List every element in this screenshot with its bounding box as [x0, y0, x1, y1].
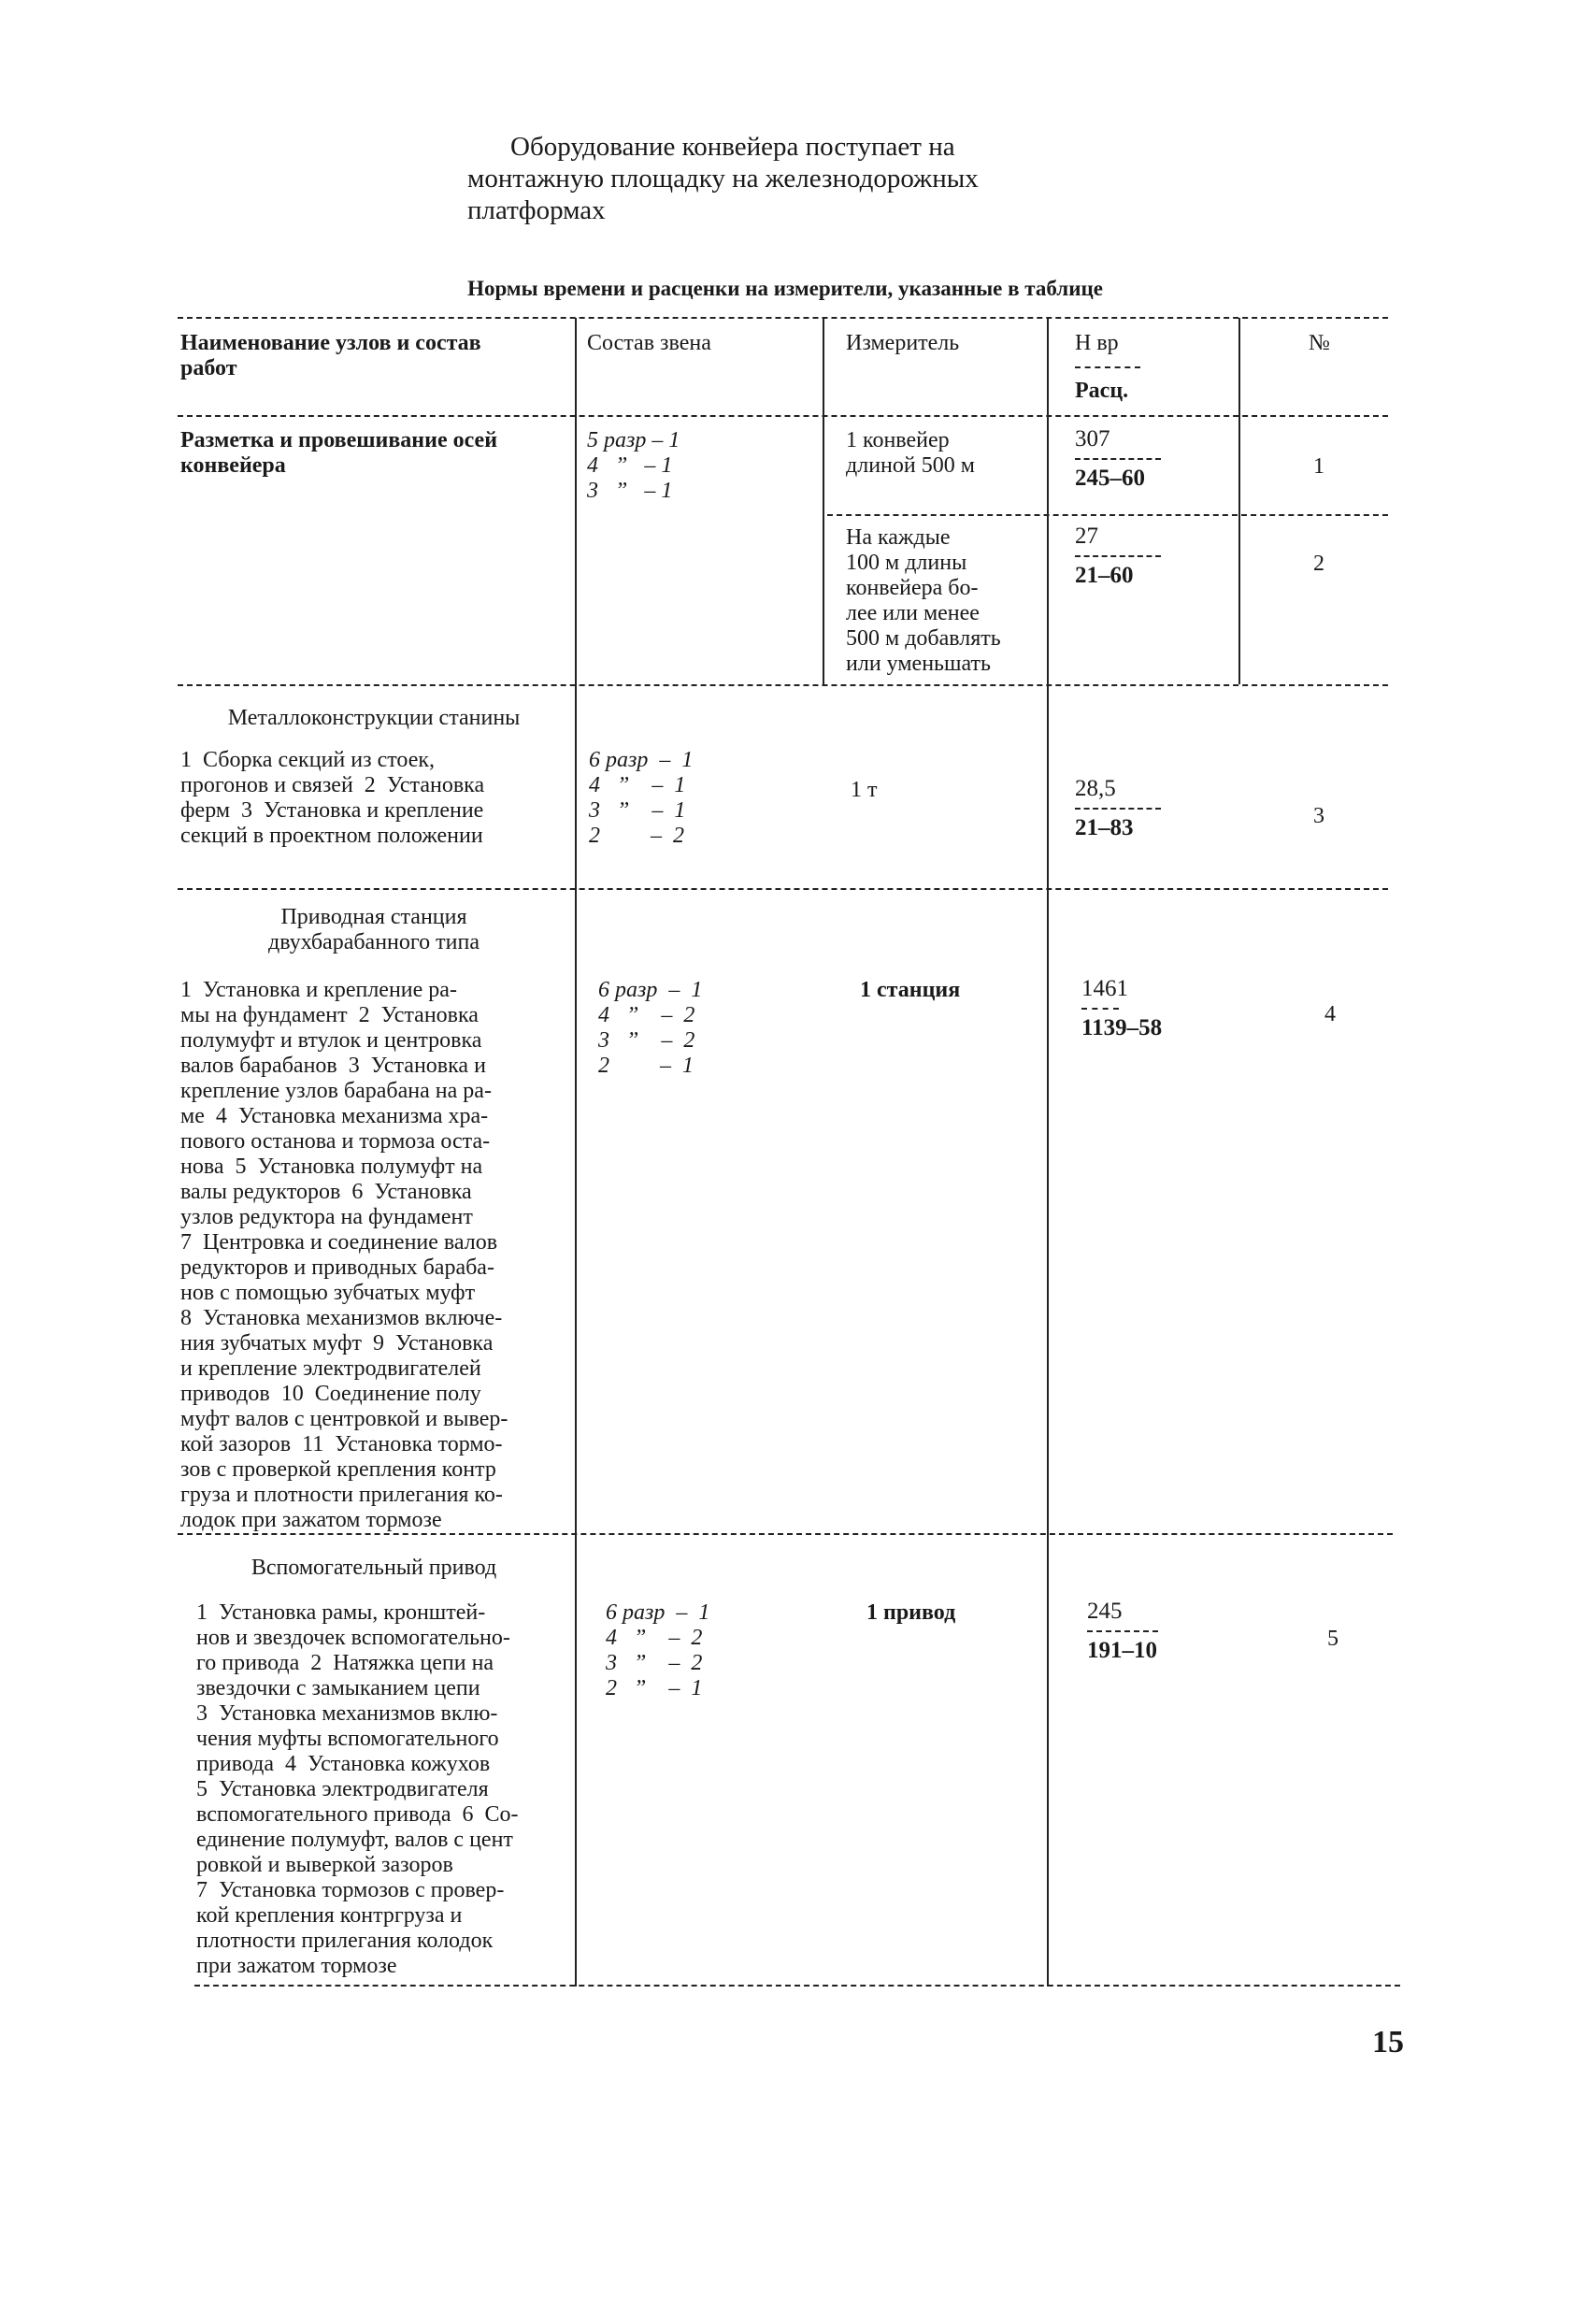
row4-no: 4 — [1324, 1002, 1336, 1026]
row1-nvr: 307 — [1075, 426, 1110, 452]
row4-crew: 6 разр – 1 4 ” – 2 3 ” – 2 2 – 1 — [598, 978, 703, 1078]
intro-line-1: Оборудование конвейера поступает на — [510, 132, 955, 162]
table-caption: Нормы времени и расценки на измерители, указанные в таблице — [467, 277, 1103, 300]
row3-nvr: 28,5 — [1075, 776, 1116, 801]
row5-norm — [1087, 1599, 1158, 1664]
header-fraction-bar — [1075, 366, 1140, 368]
row5-crew: 6 разр – 1 4 ” – 2 3 ” – 2 2 ” – 1 — [606, 1600, 710, 1700]
row2-nvr: 27 — [1075, 524, 1098, 549]
header-bottom-rule — [178, 415, 1388, 417]
row4-rate: 1139–58 — [1081, 1015, 1163, 1040]
row4-norm — [1081, 976, 1162, 1041]
row4-fraction-bar — [1081, 1008, 1119, 1010]
row1-norm — [1075, 426, 1161, 492]
row3-bottom-rule — [178, 888, 1388, 890]
row2-no: 2 — [1313, 552, 1324, 576]
col-divider-1 — [575, 318, 577, 1987]
row4-nvr: 1461 — [1081, 976, 1128, 1001]
row3-rate: 21–83 — [1075, 815, 1134, 840]
row1-fraction-bar — [1075, 458, 1161, 460]
table-top-rule — [178, 317, 1388, 319]
row1-no: 1 — [1313, 454, 1324, 479]
row5-rate: 191–10 — [1087, 1638, 1157, 1663]
row3-crew: 6 разр – 1 4 ” – 1 3 ” – 1 2 – 2 — [589, 748, 694, 848]
row1-bottom-rule — [827, 514, 1388, 516]
row2-bottom-rule — [178, 684, 1388, 686]
row2-fraction-bar — [1075, 555, 1161, 557]
row3-norm — [1075, 776, 1161, 841]
row3-name: 1 Сборка секций из стоек, прогонов и связей 2 Установка ферм 3 Установка и крепление секций в проектном положении — [180, 748, 485, 848]
intro-paragraph — [467, 131, 1103, 226]
row1-name: Разметка и провешивание осей конвейера — [180, 428, 498, 478]
row4-section-title: Приводная станция двухбарабанного типа — [268, 905, 480, 954]
col-divider-2 — [823, 318, 824, 684]
row2-rate: 21–60 — [1075, 563, 1134, 588]
header-name: Наименование узлов и состав работ — [180, 331, 481, 380]
row3-section-title: Металлоконструкции станины — [227, 706, 521, 730]
header-crew: Состав звена — [587, 331, 711, 355]
col-divider-3 — [1047, 318, 1049, 1987]
header-rate: Расц. — [1075, 379, 1129, 403]
row4-name: 1 Установка и крепление ра- мы на фундамент 2 Установка полумуфт и втулок и центровка валов барабанов 3 Установка и крепление узлов барабана на ра- ме 4 Установка механизма хра- пового останова и тормоза оста- нова 5 Установка полумуфт на валы редукторов 6 Установка узлов редуктора на фундамент 7 Центровка и соединение валов редукторов и приводных бараба- нов с помощью зубчатых муфт 8 Установка механизмов включе- ния зубчатых муфт 9 Установка и крепление электродвигателей приводов 10 Соединение полу муфт валов с центровкой и вывер- кой зазоров 11 Установка тормо- зов с проверкой крепления контр груза и плотности прилегания ко- лодок при зажатом тормозе — [180, 978, 508, 1532]
intro-line-3: платформах — [467, 195, 606, 225]
row2-norm — [1075, 524, 1161, 589]
header-unit: Измеритель — [846, 331, 960, 355]
row2-unit: На каждые 100 м длины конвейера бо- лее или менее 500 м добавлять или уменьшать — [846, 525, 1001, 676]
header-no: № — [1309, 331, 1330, 355]
intro-line-2: монтажную площадку на железнодорожных — [467, 164, 979, 194]
row5-nvr: 245 — [1087, 1599, 1123, 1624]
row3-unit: 1 т — [851, 778, 878, 802]
row5-fraction-bar — [1087, 1630, 1158, 1632]
row5-unit: 1 привод — [866, 1600, 956, 1625]
table-bottom-rule — [194, 1985, 1400, 1987]
row5-name: 1 Установка рамы, кронштей- нов и звездочек вспомогательно- го привода 2 Натяжка цепи на звездочки с замыканием цепи 3 Установка механизмов вклю- чения муфты вспомогательного привода 4 Установка кожухов 5 Установка электродвигателя вспомогательного привода 6 Со- единение полумуфт, валов с цент ровкой и выверкой зазоров 7 Установка тормозов с провер- кой крепления контргруза и плотности прилегания колодок при зажатом тормозе — [196, 1600, 519, 1978]
row1-rate: 245–60 — [1075, 466, 1145, 491]
row3-no: 3 — [1313, 804, 1324, 828]
row1-crew: 5 разр – 1 4 ” – 1 3 ” – 1 — [587, 428, 680, 503]
row4-unit: 1 станция — [860, 978, 961, 1002]
page-number: 15 — [1372, 2025, 1404, 2059]
row4-bottom-rule — [178, 1533, 1393, 1535]
row3-fraction-bar — [1075, 808, 1161, 810]
header-nvr: Н вр — [1075, 331, 1119, 355]
row5-no: 5 — [1327, 1627, 1338, 1651]
row5-section-title: Вспомогательный привод — [251, 1556, 497, 1580]
col-divider-4 — [1238, 318, 1240, 684]
row1-unit: 1 конвейер длиной 500 м — [846, 428, 975, 478]
